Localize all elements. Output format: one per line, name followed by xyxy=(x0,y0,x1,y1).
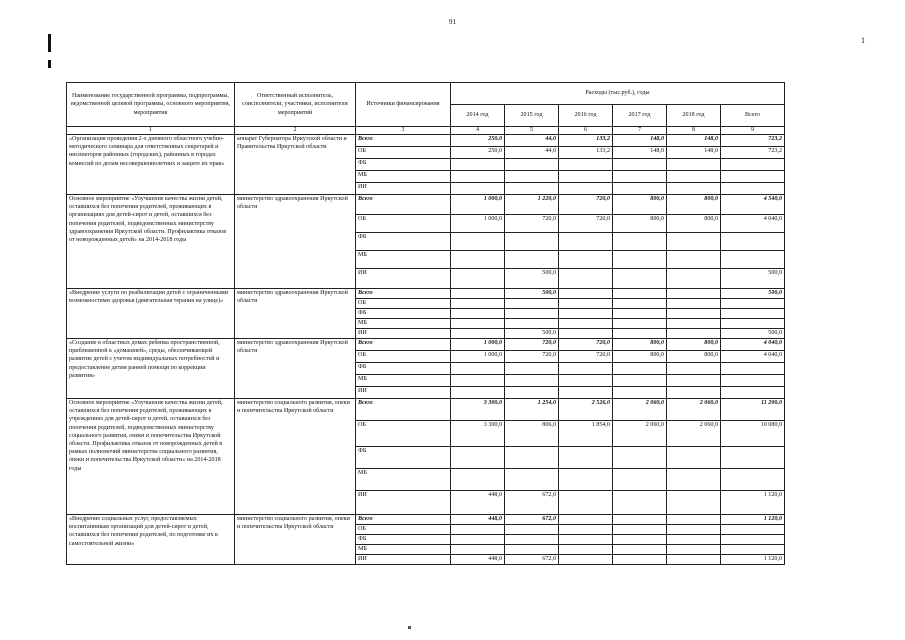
year-value xyxy=(505,159,559,171)
year-value xyxy=(613,375,667,387)
year-value: 500,0 xyxy=(505,289,559,299)
header-year: 2014 год xyxy=(451,105,505,127)
year-value: 148,0 xyxy=(667,147,721,159)
year-value: 500,0 xyxy=(505,269,559,289)
total-value xyxy=(721,387,785,399)
year-value xyxy=(559,289,613,299)
year-value: 1 220,0 xyxy=(505,195,559,215)
year-value xyxy=(559,159,613,171)
year-value xyxy=(451,183,505,195)
executor-name: министерство здравоохранения Иркутской области xyxy=(235,195,356,289)
total-value xyxy=(721,159,785,171)
funding-source: МБ xyxy=(356,545,451,555)
year-value xyxy=(451,375,505,387)
total-value: 11 200,0 xyxy=(721,399,785,421)
table-row xyxy=(67,289,785,299)
funding-source: Всего xyxy=(356,399,451,421)
year-value xyxy=(613,447,667,469)
year-value: 250,0 xyxy=(451,147,505,159)
year-value xyxy=(451,251,505,269)
year-value xyxy=(613,469,667,491)
year-value xyxy=(667,159,721,171)
total-value xyxy=(721,299,785,309)
year-value xyxy=(667,515,721,525)
year-value: 148,0 xyxy=(667,135,721,147)
funding-source: ИИ xyxy=(356,183,451,195)
funding-source: МБ xyxy=(356,375,451,387)
total-value xyxy=(721,183,785,195)
header-executor: Ответственный исполнитель, соисполнители, участники, исполнители мероприятий xyxy=(235,83,356,127)
year-value: 2 060,0 xyxy=(613,399,667,421)
year-value xyxy=(559,171,613,183)
year-value xyxy=(559,469,613,491)
header-year: 2015 год xyxy=(505,105,559,127)
year-value xyxy=(451,269,505,289)
year-value xyxy=(613,159,667,171)
table-row xyxy=(67,515,785,525)
year-value xyxy=(505,299,559,309)
year-value: 720,0 xyxy=(505,351,559,363)
year-value xyxy=(559,535,613,545)
funding-source: Всего xyxy=(356,195,451,215)
year-value: 800,0 xyxy=(667,351,721,363)
year-value xyxy=(613,535,667,545)
year-value xyxy=(505,183,559,195)
year-value xyxy=(505,233,559,251)
funding-source: ФБ xyxy=(356,447,451,469)
year-value xyxy=(559,183,613,195)
year-value xyxy=(613,363,667,375)
year-value xyxy=(613,289,667,299)
total-value: 1 120,0 xyxy=(721,491,785,515)
total-value xyxy=(721,535,785,545)
funding-source: ФБ xyxy=(356,363,451,375)
funding-source: ОБ xyxy=(356,147,451,159)
year-value: 3 300,0 xyxy=(451,399,505,421)
activity-name: «Организация проведения 2-х дневного областного учебно-методического семинара для ответственных секретарей и инспекторов районных (городских), районных в городах комиссий по делам несовершеннолетних и защите их прав» xyxy=(67,135,235,195)
year-value xyxy=(667,555,721,565)
total-value: 1 120,0 xyxy=(721,555,785,565)
year-value xyxy=(667,469,721,491)
total-value: 500,0 xyxy=(721,269,785,289)
year-value xyxy=(451,363,505,375)
executor-name: министерство социального развития, опеки и попечительства Иркутской области xyxy=(235,399,356,515)
year-value xyxy=(451,387,505,399)
year-value: 720,0 xyxy=(559,215,613,233)
year-value xyxy=(613,251,667,269)
total-value: 4 540,0 xyxy=(721,195,785,215)
total-value: 10 080,0 xyxy=(721,421,785,447)
year-value xyxy=(505,251,559,269)
funding-source: ОБ xyxy=(356,351,451,363)
funding-source: ИИ xyxy=(356,491,451,515)
funding-source: Всего xyxy=(356,339,451,351)
year-value: 500,0 xyxy=(505,329,559,339)
year-value xyxy=(667,309,721,319)
column-index: 8 xyxy=(667,127,721,135)
year-value xyxy=(559,233,613,251)
corner-mark: 1 xyxy=(861,36,865,45)
year-value xyxy=(667,387,721,399)
year-value xyxy=(613,555,667,565)
total-value: 500,0 xyxy=(721,289,785,299)
year-value xyxy=(559,447,613,469)
year-value: 1 254,0 xyxy=(505,399,559,421)
year-value xyxy=(559,319,613,329)
year-value xyxy=(667,183,721,195)
header-year: 2018 год xyxy=(667,105,721,127)
year-value: 1 000,0 xyxy=(451,339,505,351)
year-value xyxy=(559,515,613,525)
year-value: 44,0 xyxy=(505,147,559,159)
year-value xyxy=(559,555,613,565)
total-value xyxy=(721,447,785,469)
year-value: 448,0 xyxy=(451,491,505,515)
year-value xyxy=(451,525,505,535)
executor-name: министерство здравоохранения Иркутской области xyxy=(235,289,356,339)
year-value: 806,0 xyxy=(505,421,559,447)
year-value: 720,0 xyxy=(559,339,613,351)
year-value xyxy=(559,375,613,387)
year-value xyxy=(613,319,667,329)
year-value: 1 000,0 xyxy=(451,215,505,233)
year-value xyxy=(451,469,505,491)
year-value: 800,0 xyxy=(667,339,721,351)
column-index: 4 xyxy=(451,127,505,135)
year-value xyxy=(667,289,721,299)
year-value xyxy=(451,171,505,183)
table-row xyxy=(67,399,785,421)
year-value xyxy=(613,515,667,525)
year-value xyxy=(559,545,613,555)
year-value xyxy=(451,299,505,309)
total-value: 500,0 xyxy=(721,329,785,339)
year-value xyxy=(451,309,505,319)
table-row xyxy=(67,195,785,215)
year-value: 1 000,0 xyxy=(451,351,505,363)
year-value xyxy=(613,309,667,319)
funding-source: ОБ xyxy=(356,525,451,535)
year-value xyxy=(451,535,505,545)
year-value: 2 060,0 xyxy=(667,399,721,421)
executor-name: министерство здравоохранения Иркутской области xyxy=(235,339,356,399)
year-value xyxy=(505,319,559,329)
year-value: 3 300,0 xyxy=(451,421,505,447)
year-value xyxy=(505,545,559,555)
year-value xyxy=(613,491,667,515)
year-value: 448,0 xyxy=(451,515,505,525)
activity-name: «Создание в областных домах ребенка пространственной, приближенной к «домашней», среды, обеспечивающей развитие детей с учетом индивидуальных потребностей и предоставление детям ранней помощи по коррекции развития» xyxy=(67,339,235,399)
year-value: 133,2 xyxy=(559,147,613,159)
year-value: 800,0 xyxy=(667,195,721,215)
year-value xyxy=(667,535,721,545)
total-value xyxy=(721,309,785,319)
year-value xyxy=(667,171,721,183)
year-value xyxy=(613,269,667,289)
year-value xyxy=(667,525,721,535)
page-number: 91 xyxy=(449,18,456,26)
year-value xyxy=(559,387,613,399)
column-index: 3 xyxy=(356,127,451,135)
column-index: 2 xyxy=(235,127,356,135)
header-expenses: Расходы (тыс.руб.), годы xyxy=(451,83,785,105)
year-value xyxy=(559,299,613,309)
executor-name: аппарат Губернатора Иркутской области и Правительства Иркутской области xyxy=(235,135,356,195)
funding-source: ИИ xyxy=(356,387,451,399)
year-value: 1 854,0 xyxy=(559,421,613,447)
year-value xyxy=(613,183,667,195)
year-value: 44,0 xyxy=(505,135,559,147)
year-value xyxy=(667,545,721,555)
year-value xyxy=(667,251,721,269)
year-value xyxy=(451,159,505,171)
year-value xyxy=(505,309,559,319)
year-value xyxy=(451,233,505,251)
funding-source: МБ xyxy=(356,469,451,491)
total-value xyxy=(721,171,785,183)
year-value: 720,0 xyxy=(559,351,613,363)
year-value xyxy=(613,545,667,555)
year-value xyxy=(505,469,559,491)
funding-source: ИИ xyxy=(356,329,451,339)
year-value xyxy=(559,309,613,319)
year-value xyxy=(559,251,613,269)
funding-source: Всего xyxy=(356,289,451,299)
year-value xyxy=(667,233,721,251)
funding-source: МБ xyxy=(356,171,451,183)
year-value: 250,0 xyxy=(451,135,505,147)
year-value xyxy=(613,329,667,339)
funding-source: МБ xyxy=(356,319,451,329)
funding-source: ИИ xyxy=(356,269,451,289)
activity-name: Основное мероприятие «Улучшение качества жизни детей, оставшихся без попечения родителей, проживающих в учреждениях для детей-сирот и детей, оставшихся без попечения родителей, подведомственных министерству социального развития, опеки и попечительства Иркутской области. Профилактика отказов от новорожденных детей в рамках полномочий министерства социального развития, опеки и попечительства Иркутской области» на 2014-2018 годы xyxy=(67,399,235,515)
year-value: 800,0 xyxy=(613,215,667,233)
scan-dot xyxy=(408,626,411,629)
year-value xyxy=(667,447,721,469)
year-value: 720,0 xyxy=(559,195,613,215)
year-value xyxy=(559,525,613,535)
funding-source: ИИ xyxy=(356,555,451,565)
year-value: 2 060,0 xyxy=(613,421,667,447)
column-index: 7 xyxy=(613,127,667,135)
year-value xyxy=(451,329,505,339)
year-value xyxy=(505,525,559,535)
executor-name: министерство социального развития, опеки и попечительства Иркутской области xyxy=(235,515,356,565)
year-value: 720,0 xyxy=(505,215,559,233)
total-value: 4 040,0 xyxy=(721,351,785,363)
year-value xyxy=(559,269,613,289)
activity-name: «Внедрение социальных услуг, предоставляемых воспитанникам организаций для детей-сирот и детей, оставшихся без попечения родителей, по подготовке их к самостоятельной жизни» xyxy=(67,515,235,565)
table-row xyxy=(67,135,785,147)
total-value: 1 120,0 xyxy=(721,515,785,525)
year-value xyxy=(505,535,559,545)
funding-source: ФБ xyxy=(356,233,451,251)
total-value xyxy=(721,469,785,491)
table-row xyxy=(67,339,785,351)
year-value xyxy=(451,319,505,329)
column-index: 9 xyxy=(721,127,785,135)
year-value: 2 060,0 xyxy=(667,421,721,447)
year-value xyxy=(613,525,667,535)
funding-source: ОБ xyxy=(356,215,451,233)
funding-source: МБ xyxy=(356,251,451,269)
header-year: 2016 год xyxy=(559,105,613,127)
funding-source: ФБ xyxy=(356,309,451,319)
header-name: Наименование государственной программы, подпрограммы, ведомственной целевой программы, основного мероприятия, мероприятия xyxy=(67,83,235,127)
funding-source: ФБ xyxy=(356,535,451,545)
total-value xyxy=(721,363,785,375)
year-value: 800,0 xyxy=(613,351,667,363)
year-value xyxy=(505,363,559,375)
header-total: Всего xyxy=(721,105,785,127)
year-value xyxy=(451,447,505,469)
year-value xyxy=(451,289,505,299)
year-value xyxy=(613,233,667,251)
year-value xyxy=(667,319,721,329)
activity-name: Основное мероприятие «Улучшение качества жизни детей, оставшихся без попечения родителей, проживающих в организациях для детей-сирот и детей, оставшихся без попечения родителей, подведомственных министерству здравоохранения Иркутской области. Профилактика отказов от новорожденных детей» на 2014-2018 годы xyxy=(67,195,235,289)
year-value xyxy=(667,375,721,387)
year-value xyxy=(667,329,721,339)
year-value xyxy=(505,447,559,469)
total-value: 4 040,0 xyxy=(721,215,785,233)
year-value: 672,0 xyxy=(505,515,559,525)
total-value: 723,2 xyxy=(721,135,785,147)
year-value xyxy=(559,363,613,375)
year-value xyxy=(667,299,721,309)
year-value: 148,0 xyxy=(613,147,667,159)
header-source: Источники финансирования xyxy=(356,83,451,127)
activity-name: «Внедрение услуги по реабилитации детей с ограниченными возможностями здоровья (двигательная терапия на улице)» xyxy=(67,289,235,339)
year-value xyxy=(505,171,559,183)
total-value xyxy=(721,233,785,251)
year-value xyxy=(559,491,613,515)
total-value xyxy=(721,375,785,387)
year-value: 448,0 xyxy=(451,555,505,565)
year-value: 148,0 xyxy=(613,135,667,147)
funding-source: ФБ xyxy=(356,159,451,171)
column-index: 5 xyxy=(505,127,559,135)
total-value xyxy=(721,319,785,329)
year-value xyxy=(451,545,505,555)
year-value: 2 526,0 xyxy=(559,399,613,421)
year-value xyxy=(613,171,667,183)
year-value xyxy=(505,375,559,387)
margin-mark xyxy=(48,34,51,52)
year-value xyxy=(613,387,667,399)
year-value xyxy=(667,363,721,375)
column-index: 1 xyxy=(67,127,235,135)
year-value xyxy=(667,491,721,515)
year-value: 720,0 xyxy=(505,339,559,351)
total-value xyxy=(721,525,785,535)
year-value xyxy=(559,329,613,339)
year-value xyxy=(613,299,667,309)
total-value xyxy=(721,545,785,555)
total-value xyxy=(721,251,785,269)
funding-source: Всего xyxy=(356,515,451,525)
total-value: 4 040,0 xyxy=(721,339,785,351)
header-year: 2017 год xyxy=(613,105,667,127)
year-value xyxy=(667,269,721,289)
year-value: 1 000,0 xyxy=(451,195,505,215)
year-value xyxy=(505,387,559,399)
year-value: 672,0 xyxy=(505,491,559,515)
funding-source: ОБ xyxy=(356,421,451,447)
margin-mark xyxy=(48,60,51,68)
year-value: 672,0 xyxy=(505,555,559,565)
year-value: 800,0 xyxy=(613,195,667,215)
total-value: 723,2 xyxy=(721,147,785,159)
year-value: 800,0 xyxy=(613,339,667,351)
table-body xyxy=(67,135,785,565)
year-value: 800,0 xyxy=(667,215,721,233)
budget-table xyxy=(66,82,785,565)
column-index: 6 xyxy=(559,127,613,135)
year-value: 133,2 xyxy=(559,135,613,147)
funding-source: ОБ xyxy=(356,299,451,309)
funding-source: Всего xyxy=(356,135,451,147)
